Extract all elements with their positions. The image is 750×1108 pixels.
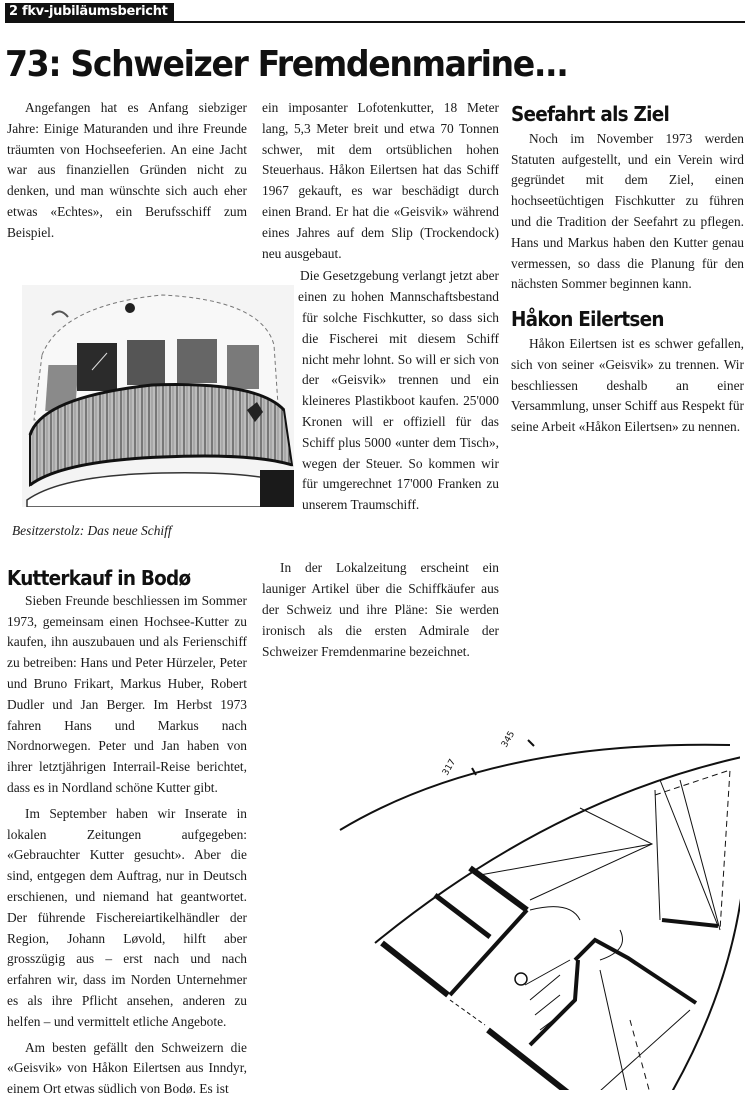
section-kutterkauf (7, 568, 247, 1100)
paragraph: Am besten gefällt den Schweizern die «Geisvik» von Håkon Eilertsen aus Inndyr, einem Ort etwas südlich von Bodø. Es ist (7, 1039, 247, 1097)
paragraph: Die Gesetzgebung verlangt jetzt aber einen zu hohen Mannschaftsbestand für solche Fischkutter, so dass sich die Fischerei mit diesem Schiff nicht mehr lohnt. So will er sich von der «Geisvik» trennen und ein kleineres Plastikboot kaufen. 25'000 Kronen will er offiziell für das Schiff plus 5000 «unter dem Tisch», wegen der Steuer. So kommen wir für umgerechnet 17'000 Franken zu unserem Traumschiff. (298, 268, 499, 513)
paragraph: Håkon Eilertsen ist es schwer gefallen, sich von seiner «Geisvik» zu trennen. Wir beschliessen deshalb an einer Versammlung, unser Schiff aus Respekt für seine Arbeit «Håkon Eilertsen» zu nennen. (511, 335, 744, 435)
article-title: 73: Schweizer Fremdenmarine... (5, 44, 568, 85)
dimension-label: 317 (440, 757, 459, 778)
section-seefahrt (511, 104, 744, 438)
paragraph: Noch im November 1973 werden Statuten aufgestellt, und ein Verein wird gegründet mit dem Ziel, einen hochseetüchtigen Fischkutter zu führen und die Tradition der Seefahrt zu pflegen. Hans und Markus haben den Kutter genau vermessen, so dass die Planung für den nächsten Sommer beginnen kann. (511, 130, 744, 292)
heading-seefahrt: Seefahrt als Ziel (511, 102, 670, 126)
paragraph: In der Lokalzeitung erscheint ein launiger Artikel über die Schiffkäufer aus der Schweiz und ihre Pläne: Sie werden ironisch als die ersten Admirale der Schweizer Fremdenmarine bezeichnet. (262, 560, 499, 659)
paragraph: Sieben Freunde beschliessen im Sommer 1973, gemeinsam einen Hochsee-Kutter zu kaufen, ihn auszubauen und als Ferienschiff zu betreiben: Hans und Peter Hürzeler, Peter und Bruno Frikart, Markus Huber, Robert Dudler und Jan Berger. Im Herbst 1973 fahren Hans und Markus nach Nordnorwegen. Peter und Jan haben von ihrer letztjährigen Interrail-Reise berichtet, dass es in Nordland schöne Kutter gibt. (7, 592, 247, 795)
section-header (5, 3, 745, 23)
heading-kutterkauf: Kutterkauf in Bodø (7, 566, 191, 590)
paragraph: Im September haben wir Inserate in lokalen Zeitungen aufgegeben: «Gebrauchter Kutter gesucht». Aber die sind, entgegen dem Auftrag, nur in Deutsch erschienen, und niemand hat geantwortet. Der führende Fischereiartikelhändler der Region, Johann Løvold, hilft aber grosszügig aus – erst nach und nach erfahren wir, dass im Norden Unternehmer es als ihre Pflicht ansehen, anderen zu helfen – und vermittelt etliche Angebote. (7, 805, 247, 1029)
column-2 (262, 98, 499, 662)
boat-photo (22, 285, 294, 507)
page-number: 2 (9, 4, 18, 19)
deck-plan-drawing (330, 690, 740, 1090)
section-name: fkv-jubiläumsbericht (21, 4, 168, 19)
photo-caption: Besitzerstolz: Das neue Schiff (12, 523, 172, 538)
paragraph: ein imposanter Lofotenkutter, 18 Meter lang, 5,3 Meter breit und etwa 70 Tonnen schwer, mit dem ortsüblichen hohen Steuerhaus. Håkon Eilertsen hat das Schiff 1967 gekauft, es war beschädigt durch einen Brand. Er hat die «Geisvik» während eines Jahres auf dem Slip (Trockendock) neu ausgebaut. (262, 100, 499, 261)
section-tab (5, 3, 174, 21)
heading-hakon: Håkon Eilertsen (511, 307, 664, 332)
intro-text (7, 98, 247, 244)
intro-paragraph: Angefangen hat es Anfang siebziger Jahre: Einige Maturanden und ihre Freunde träumten von Hochseeferien. An eine Jacht war aus finanziellen Gründen nicht zu denken, und man wünschte sich auch eher etwas «Echtes», ein Berufsschiff zum Beispiel. (7, 100, 247, 240)
dimension-label: 345 (499, 729, 518, 750)
